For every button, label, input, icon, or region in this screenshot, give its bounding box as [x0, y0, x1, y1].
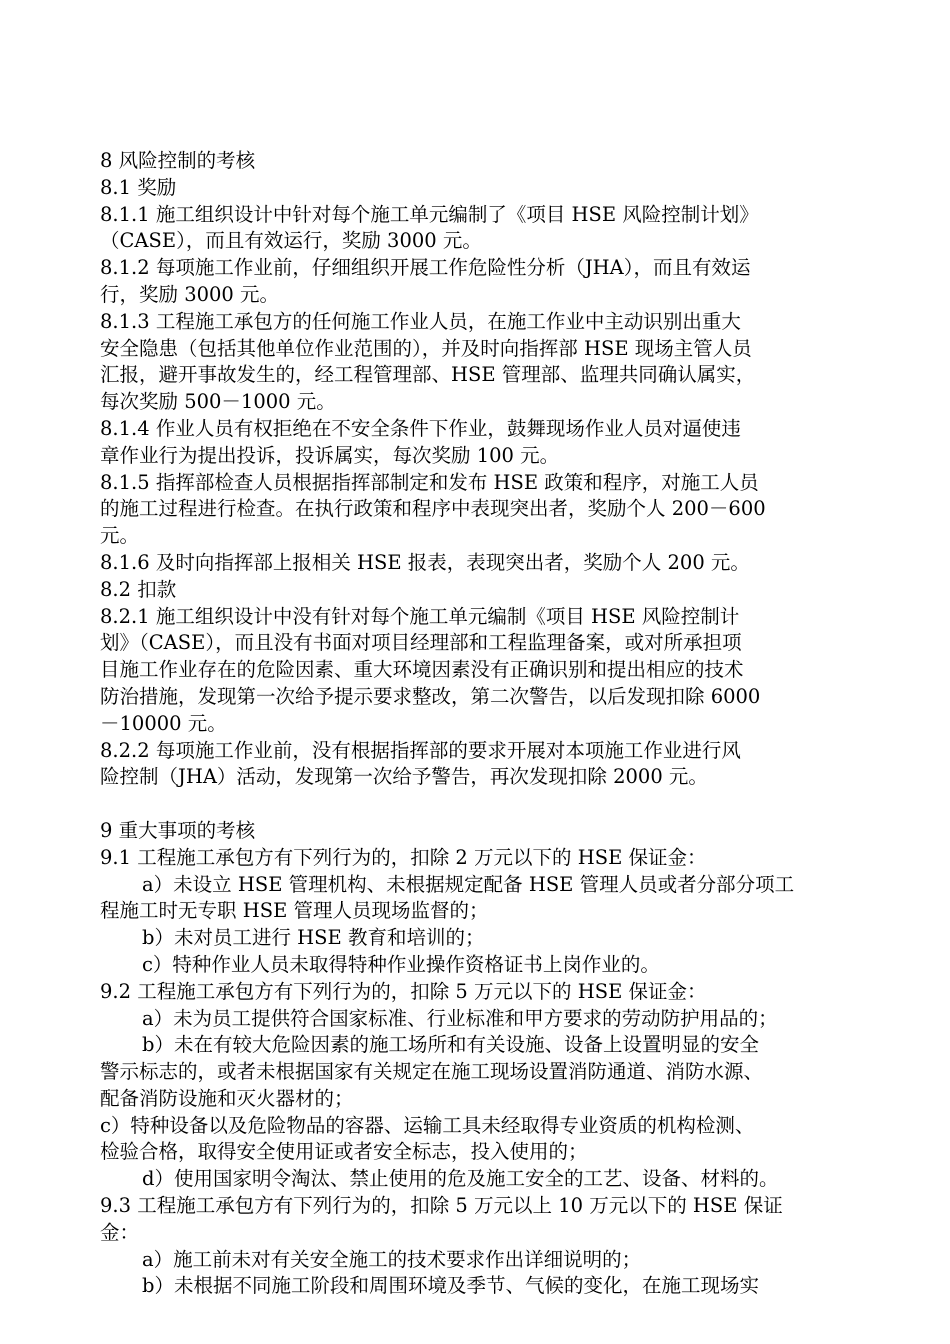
item-9-3-b: b）未根据不同施工阶段和周围环境及季节、气候的变化，在施工现场实 — [142, 1274, 759, 1298]
item-9-2-c — [100, 1113, 860, 1167]
clause-line: 8.1.4 作业人员有权拒绝在不安全条件下作业，鼓舞现场作业人员对逼使违 — [100, 416, 741, 440]
clause-line: 8.2.1 施工组织设计中没有针对每个施工单元编制《项目 HSE 风险控制计 — [100, 604, 740, 628]
clause-8-1-1 — [100, 202, 860, 256]
blank-line — [100, 791, 860, 818]
clause-8-1-3 — [100, 309, 860, 416]
clause-line: 险控制（JHA）活动，发现第一次给予警告，再次发现扣除 2000 元。 — [100, 765, 708, 789]
item-9-1-a — [100, 872, 860, 926]
section-9-heading: 9 重大事项的考核 — [100, 818, 256, 842]
clause-line: 8.1.3 工程施工承包方的任何施工作业人员，在施工作业中主动识别出重大 — [100, 309, 741, 333]
section-9-3-heading — [100, 1193, 860, 1247]
clause-line: 的施工过程进行检查。在执行政策和程序中表现突出者，奖励个人 200－600 — [100, 497, 766, 521]
clause-line: 元。 — [100, 524, 140, 548]
section-8-heading: 8 风险控制的考核 — [100, 149, 256, 172]
clause-line: 目施工作业存在的危险因素、重大环境因素没有正确识别和提出相应的技术 — [100, 658, 744, 682]
item-9-1-c: c）特种作业人员未取得特种作业操作资格证书上岗作业的。 — [142, 952, 660, 976]
clause-8-2-2 — [100, 738, 860, 792]
clause-line: 安全隐患（包括其他单位作业范围的），并及时向指挥部 HSE 现场主管人员 — [100, 336, 752, 360]
item-9-1-b: b）未对员工进行 HSE 教育和培训的； — [142, 926, 485, 950]
clause-line: 行，奖励 3000 元。 — [100, 282, 280, 306]
clause-line: 每次奖励 500－1000 元。 — [100, 390, 336, 414]
item-9-2-d: d）使用国家明令淘汰、禁止使用的危及施工安全的工艺、设备、材料的。 — [142, 1167, 779, 1191]
section-8-1-heading: 8.1 奖励 — [100, 175, 177, 199]
clause-line: 8.1.5 指挥部检查人员根据指挥部制定和发布 HSE 政策和程序，对施工人员 — [100, 470, 759, 494]
clause-8-2-1 — [100, 604, 860, 738]
item-line: 配备消防设施和灭火器材的； — [100, 1086, 354, 1110]
clause-line: （CASE），而且有效运行，奖励 3000 元。 — [100, 229, 482, 253]
item-line: a）未设立 HSE 管理机构、未根据规定配备 HSE 管理人员或者分部分项工 — [142, 872, 795, 896]
clause-line: 防治措施，发现第一次给予提示要求整改，第二次警告，以后发现扣除 6000 — [100, 684, 761, 708]
item-9-3-a: a）施工前未对有关安全施工的技术要求作出详细说明的； — [142, 1247, 642, 1271]
clause-line: 8.2.2 每项施工作业前，没有根据指挥部的要求开展对本项施工作业进行风 — [100, 738, 741, 762]
clause-8-1-4 — [100, 416, 860, 470]
clause-8-1-6 — [100, 550, 860, 577]
item-9-2-b — [100, 1032, 860, 1112]
item-line: c）特种设备以及危险物品的容器、运输工具未经取得专业资质的机构检测、 — [100, 1113, 755, 1137]
item-line: 程施工时无专职 HSE 管理人员现场监督的； — [100, 899, 489, 923]
clause-line: －10000 元。 — [100, 711, 227, 735]
clause-line: 汇报，避开事故发生的，经工程管理部、HSE 管理部、监理共同确认属实， — [100, 363, 756, 387]
section-8-2-heading: 8.2 扣款 — [100, 577, 177, 601]
clause-line: 划》（CASE），而且没有书面对项目经理部和工程监理备案，或对所承担项 — [100, 631, 742, 655]
clause-line: 8.1.2 每项施工作业前，仔细组织开展工作危险性分析（JHA），而且有效运 — [100, 256, 751, 280]
clause-line: 8.1.1 施工组织设计中针对每个施工单元编制了《项目 HSE 风险控制计划》 — [100, 202, 759, 226]
document-page — [100, 148, 860, 1300]
heading-line: 金： — [100, 1220, 140, 1244]
item-9-2-a: a）未为员工提供符合国家标准、行业标准和甲方要求的劳动防护用品的； — [142, 1006, 778, 1030]
item-line: b）未在有较大危险因素的施工场所和有关设施、设备上设置明显的安全 — [142, 1033, 759, 1057]
clause-line: 8.1.6 及时向指挥部上报相关 HSE 报表，表现突出者，奖励个人 200 元。 — [100, 550, 750, 574]
clause-8-1-5 — [100, 470, 860, 550]
heading-line: 9.3 工程施工承包方有下列行为的，扣除 5 万元以上 10 万元以下的 HSE 保证 — [100, 1194, 783, 1218]
section-9-2-heading: 9.2 工程施工承包方有下列行为的，扣除 5 万元以下的 HSE 保证金： — [100, 979, 707, 1003]
clause-8-1-2 — [100, 255, 860, 309]
item-line: 警示标志的，或者未根据国家有关规定在施工现场设置消防通道、消防水源、 — [100, 1060, 764, 1084]
section-9-1-heading: 9.1 工程施工承包方有下列行为的，扣除 2 万元以下的 HSE 保证金： — [100, 845, 707, 869]
item-line: 检验合格，取得安全使用证或者安全标志，投入使用的； — [100, 1140, 588, 1164]
clause-line: 章作业行为提出投诉，投诉属实，每次奖励 100 元。 — [100, 443, 560, 467]
